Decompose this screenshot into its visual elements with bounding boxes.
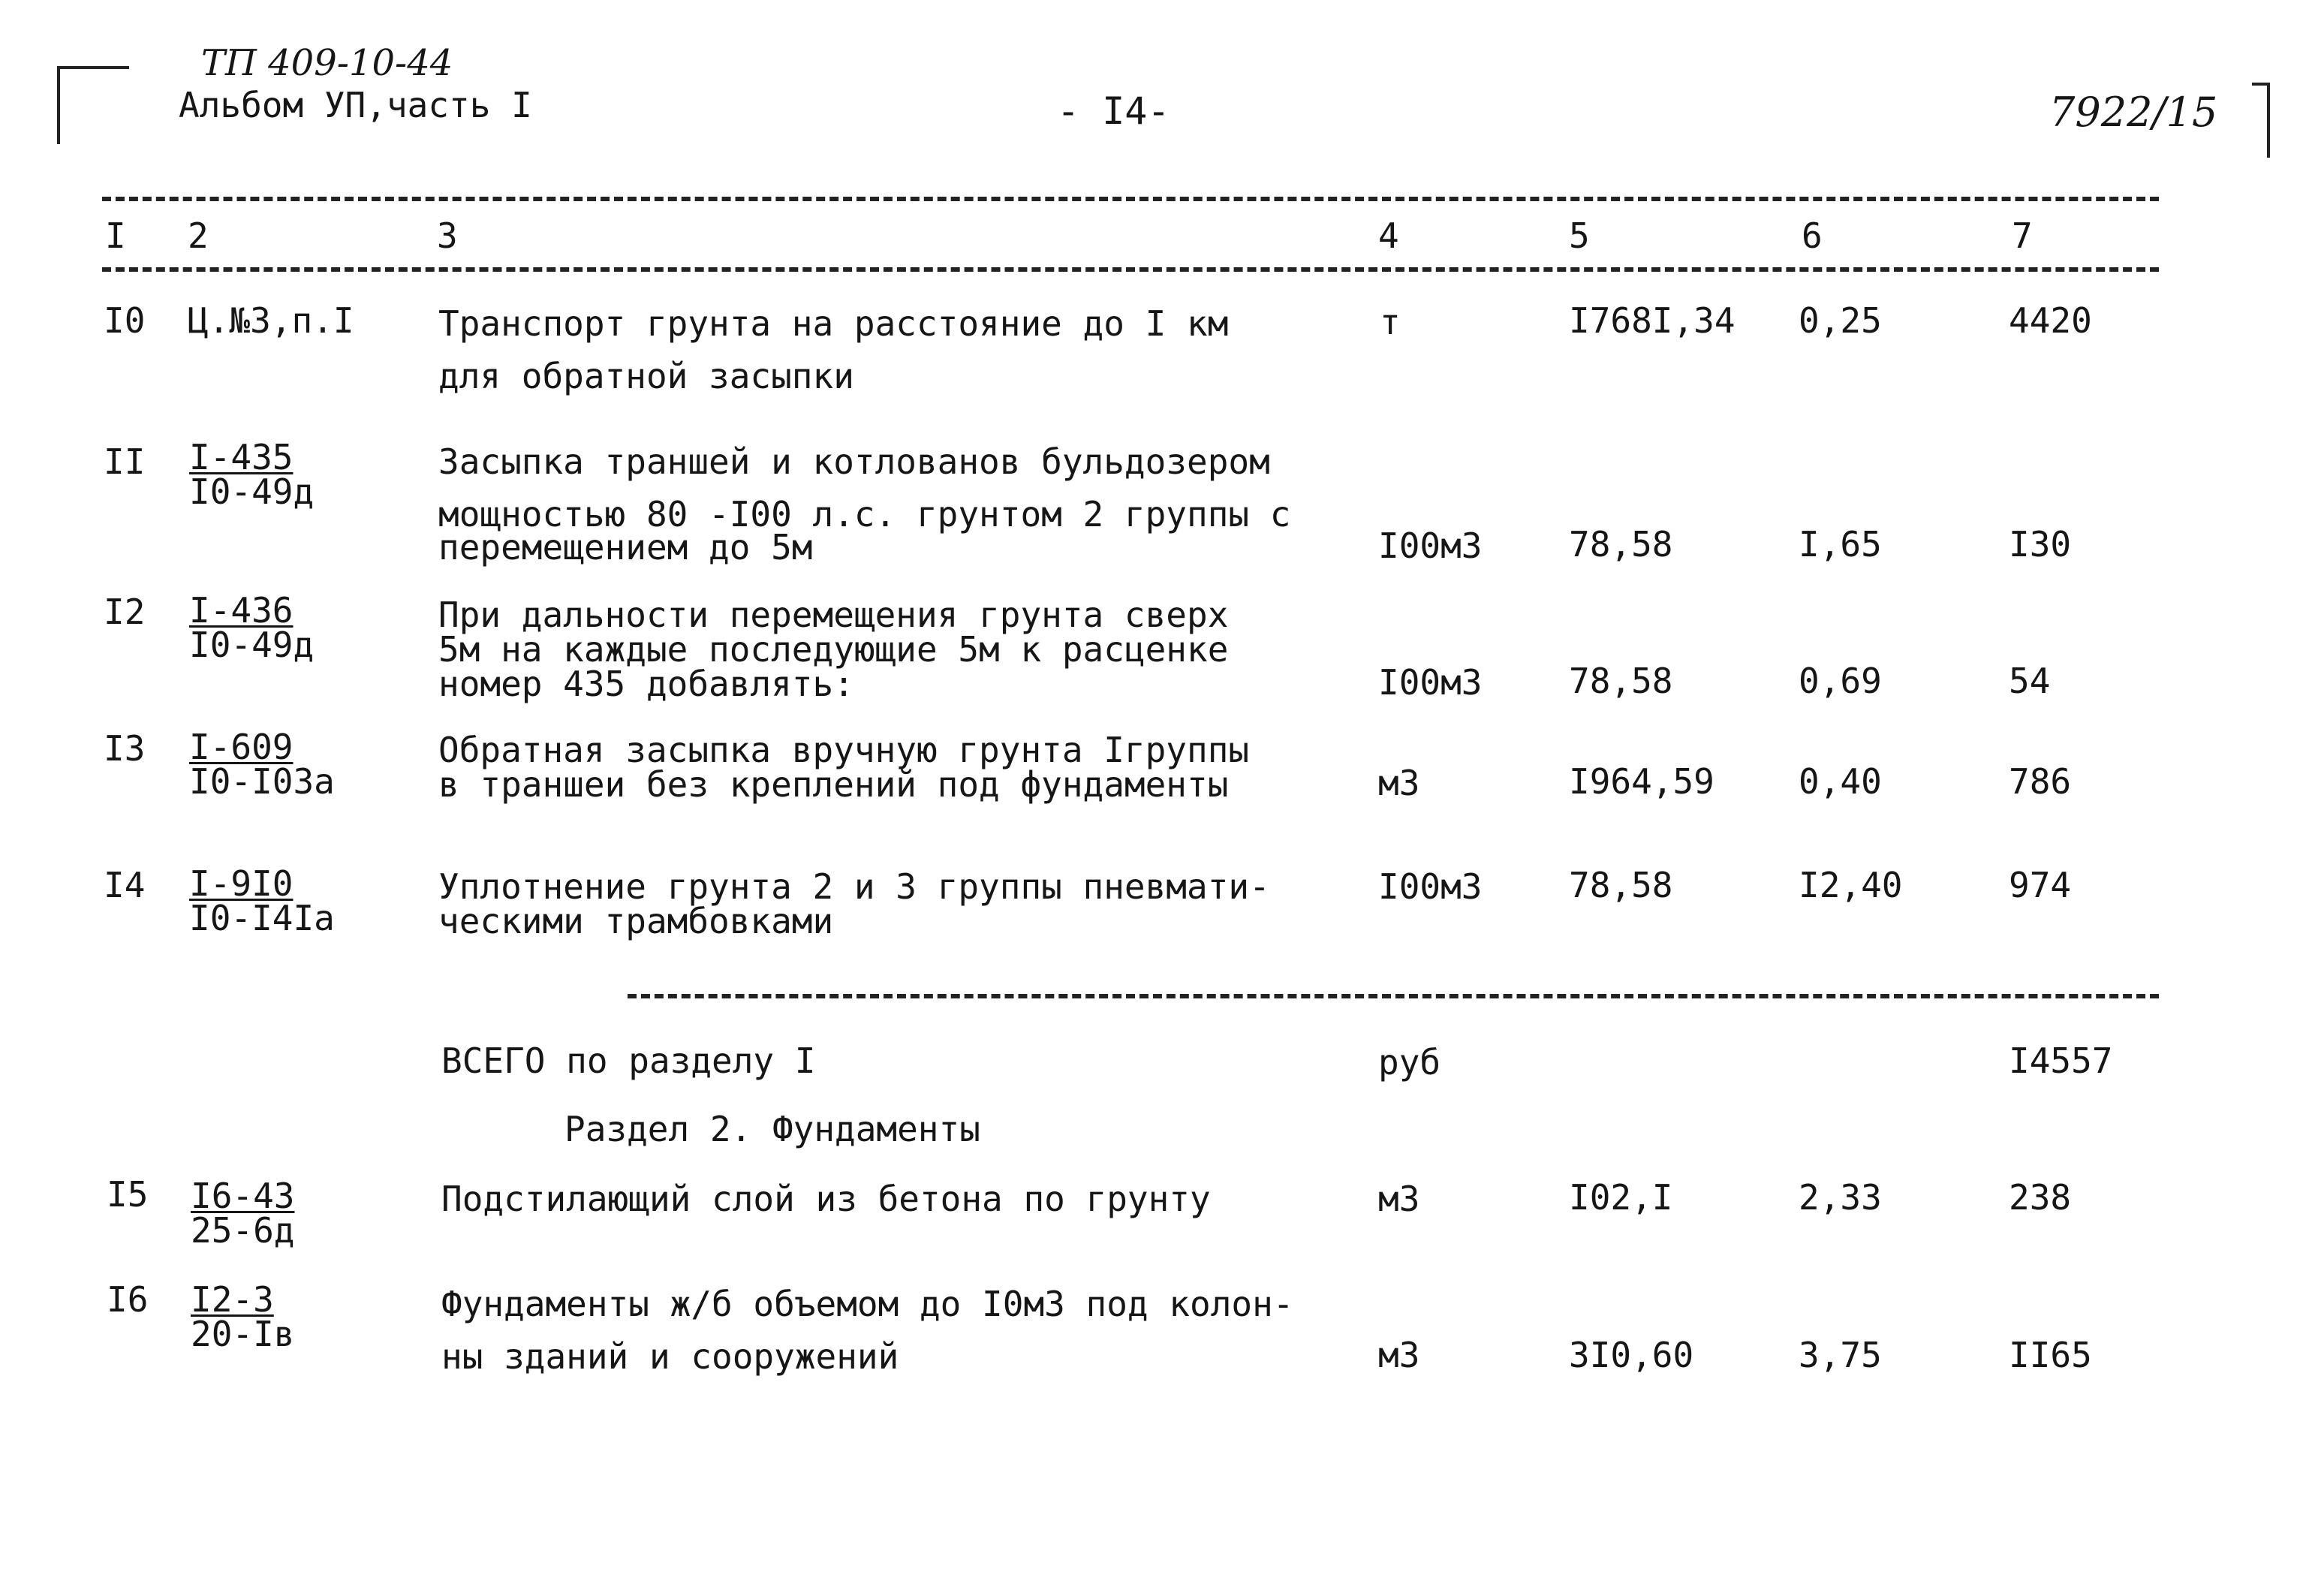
row-quantity: 78,58 xyxy=(1569,524,1673,565)
row-description-line: Транспорт грунта на расстояние до I км xyxy=(438,303,1229,344)
col-head-1: I xyxy=(105,215,126,256)
row-number: I4 xyxy=(104,865,146,905)
row-description-line: номер 435 добавлять: xyxy=(438,664,854,704)
code-numerator: I-609 xyxy=(189,727,294,767)
row-price: 3,75 xyxy=(1799,1335,1882,1375)
row-description-line: Засыпка траншей и котлованов бульдозером xyxy=(438,441,1270,482)
subtotal-rule xyxy=(628,994,2159,998)
row-description-line: для обратной засыпки xyxy=(438,356,854,396)
row-total: 4420 xyxy=(2009,300,2092,341)
row-description-line: ны зданий и сооружений xyxy=(441,1336,899,1377)
row-quantity: I964,59 xyxy=(1569,761,1714,802)
row-unit: т xyxy=(1380,302,1401,342)
header-rule-top xyxy=(102,197,2159,201)
code-denominator: 20-Iв xyxy=(191,1314,295,1354)
sheet-reference: 7922/15 xyxy=(2049,89,2218,136)
col-head-4: 4 xyxy=(1378,215,1399,256)
album-title: Альбом УП,часть I xyxy=(179,85,532,125)
code-numerator: I-436 xyxy=(189,590,294,631)
col-head-2: 2 xyxy=(188,215,209,256)
row-price: 0,69 xyxy=(1799,661,1882,701)
row-total: II65 xyxy=(2009,1335,2092,1375)
row-quantity: 3I0,60 xyxy=(1569,1335,1694,1375)
row-unit: м3 xyxy=(1378,763,1420,803)
row-total: 786 xyxy=(2009,761,2072,802)
row-unit: м3 xyxy=(1378,1335,1420,1375)
row-total: 238 xyxy=(2009,1177,2072,1218)
code-denominator: I0-49д xyxy=(189,625,315,665)
row-code-fraction xyxy=(191,1176,295,1251)
row-unit: I00м3 xyxy=(1378,866,1483,907)
row-number: I2 xyxy=(104,592,146,632)
project-code: ТП 409-10-44 xyxy=(201,42,453,84)
total-label: ВСЕГО по разделу I xyxy=(441,1040,816,1081)
row-number: I5 xyxy=(107,1174,149,1215)
code-numerator: I-435 xyxy=(189,437,294,477)
row-description-line: Подстилающий слой из бетона по грунту xyxy=(441,1179,1211,1219)
total-value: I4557 xyxy=(2009,1040,2113,1081)
row-description-line: мощностью 80 -I00 л.с. грунтом 2 группы с xyxy=(438,494,1291,535)
row-total: I30 xyxy=(2009,524,2072,565)
row-description-line: Фундаменты ж/б объемом до I0м3 под колон- xyxy=(441,1284,1294,1324)
code-denominator: I0-49д xyxy=(189,471,315,512)
row-code-fraction xyxy=(189,590,315,665)
row-code-fraction xyxy=(189,437,315,512)
col-head-5: 5 xyxy=(1569,215,1590,256)
row-code-fraction xyxy=(191,1279,295,1354)
code-numerator: I2-3 xyxy=(191,1279,274,1320)
col-head-3: 3 xyxy=(437,215,458,256)
row-quantity: 78,58 xyxy=(1569,661,1673,701)
row-unit: м3 xyxy=(1378,1179,1420,1219)
row-description-line: ческими трамбовками xyxy=(438,901,834,941)
row-description-line: При дальности перемещения грунта сверх xyxy=(438,595,1229,635)
row-price: I,65 xyxy=(1799,524,1882,565)
row-number: I6 xyxy=(107,1279,149,1320)
row-number: I0 xyxy=(104,300,146,341)
code-denominator: 25-6д xyxy=(191,1210,295,1251)
row-price: 0,25 xyxy=(1799,300,1882,341)
code-numerator: I-9I0 xyxy=(189,863,294,904)
row-price: I2,40 xyxy=(1799,865,1903,905)
corner-mark-right xyxy=(2252,83,2270,158)
row-description-line: перемещением до 5м xyxy=(438,527,813,568)
row-total: 54 xyxy=(2009,661,2051,701)
col-head-7: 7 xyxy=(2012,215,2033,256)
code-denominator: I0-I03а xyxy=(189,761,335,802)
row-description-line: в траншеи без креплений под фундаменты xyxy=(438,764,1229,805)
col-head-6: 6 xyxy=(1802,215,1823,256)
row-code-fraction xyxy=(189,863,335,938)
code-numerator: I6-43 xyxy=(191,1176,295,1216)
row-code-fraction xyxy=(189,727,335,802)
row-price: 0,40 xyxy=(1799,761,1882,802)
header-rule-bottom xyxy=(102,267,2159,272)
row-quantity: I02,I xyxy=(1569,1177,1673,1218)
row-unit: I00м3 xyxy=(1378,662,1483,703)
corner-mark-left xyxy=(57,66,129,144)
row-unit: I00м3 xyxy=(1378,525,1483,566)
row-quantity: 78,58 xyxy=(1569,865,1673,905)
row-description-line: 5м на каждые последующие 5м к расценке xyxy=(438,629,1229,670)
row-quantity: I768I,34 xyxy=(1569,300,1736,341)
section-title: Раздел 2. Фундаменты xyxy=(564,1109,980,1149)
code-denominator: I0-I4Iа xyxy=(189,898,335,938)
row-number: I3 xyxy=(104,728,146,769)
page-number: - I4- xyxy=(1057,89,1170,133)
row-total: 974 xyxy=(2009,865,2072,905)
total-unit: руб xyxy=(1378,1042,1441,1083)
row-price: 2,33 xyxy=(1799,1177,1882,1218)
row-description-line: Уплотнение грунта 2 и 3 группы пневмати- xyxy=(438,866,1270,907)
row-number: II xyxy=(104,441,146,482)
row-description-line: Обратная засыпка вручную грунта Iгруппы xyxy=(438,730,1250,770)
row-code: Ц.№3,п.I xyxy=(188,300,354,341)
